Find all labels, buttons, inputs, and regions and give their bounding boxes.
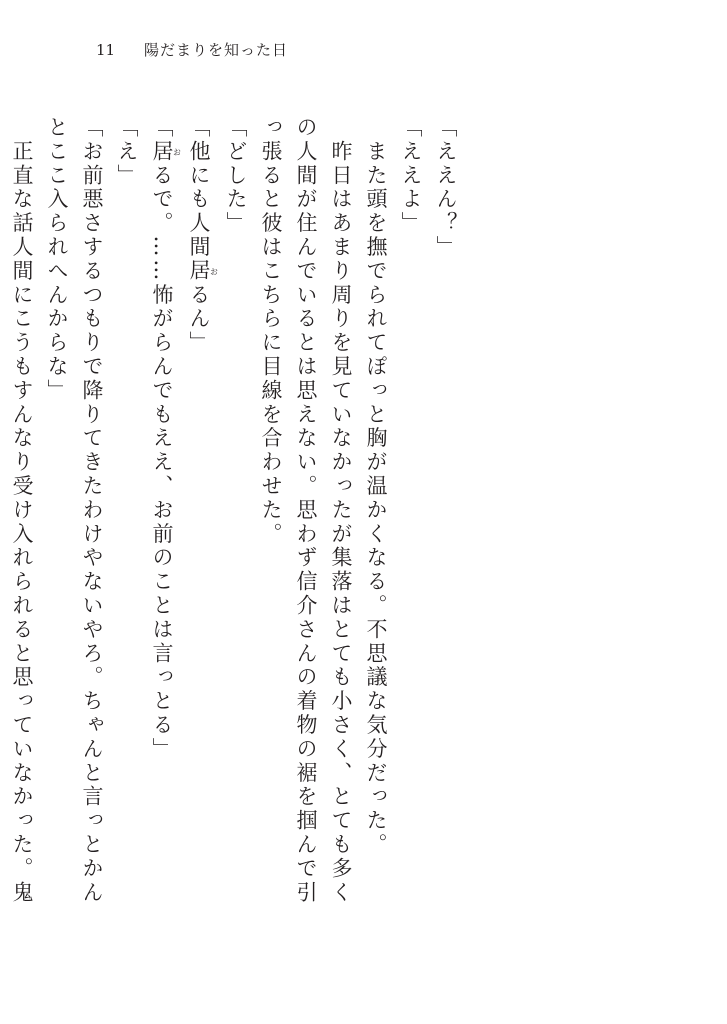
paragraph: 「え」 — [115, 116, 139, 188]
paragraph: 「どした」 — [224, 116, 248, 236]
paragraph-text: 「 — [150, 116, 174, 140]
paragraph: 「ええよ」 — [399, 116, 423, 236]
paragraph-text: 「他にも人間 — [187, 116, 211, 260]
ruby-annotation — [150, 139, 182, 164]
paragraph: 「ええん？」 — [434, 116, 458, 260]
ruby-base: 居 — [150, 139, 174, 164]
paragraph — [144, 116, 181, 906]
paragraph: また頭を撫でられてぽっと胸が温かくなる。不思議な気分だった。 — [364, 116, 388, 857]
running-title: 陽だまりを知った日 — [144, 41, 289, 59]
paragraph: 正直な話人間にこうもすんなり受け入れられると思っていなかった。鬼 — [10, 139, 34, 905]
ruby-annotation — [187, 259, 219, 284]
paragraph: 「お前悪さするつもりで降りてきたわけやないやろ。ちゃんと言っとかんとここ入られへんからな」 — [45, 116, 104, 905]
paragraph: 昨日はあまり周りを見ていなかったが集落はとても小さく、とても多くの人間が住んでいるとは思えない。思わず信介さんの着物の裾を掴んで引っ張ると彼はこちらに目線を合わせた。 — [259, 116, 353, 905]
ruby-base: 居 — [187, 259, 211, 284]
page-header — [96, 40, 288, 60]
page-number: 11 — [96, 41, 116, 59]
paragraph-text: るで。……怖がらんでもええ、お前のことは言っとる」 — [150, 163, 174, 762]
paragraph-text: るん」 — [187, 283, 211, 356]
ruby-reading: お — [172, 139, 182, 164]
paragraph — [181, 116, 218, 906]
ruby-reading: お — [209, 259, 219, 284]
body-text — [0, 116, 463, 906]
